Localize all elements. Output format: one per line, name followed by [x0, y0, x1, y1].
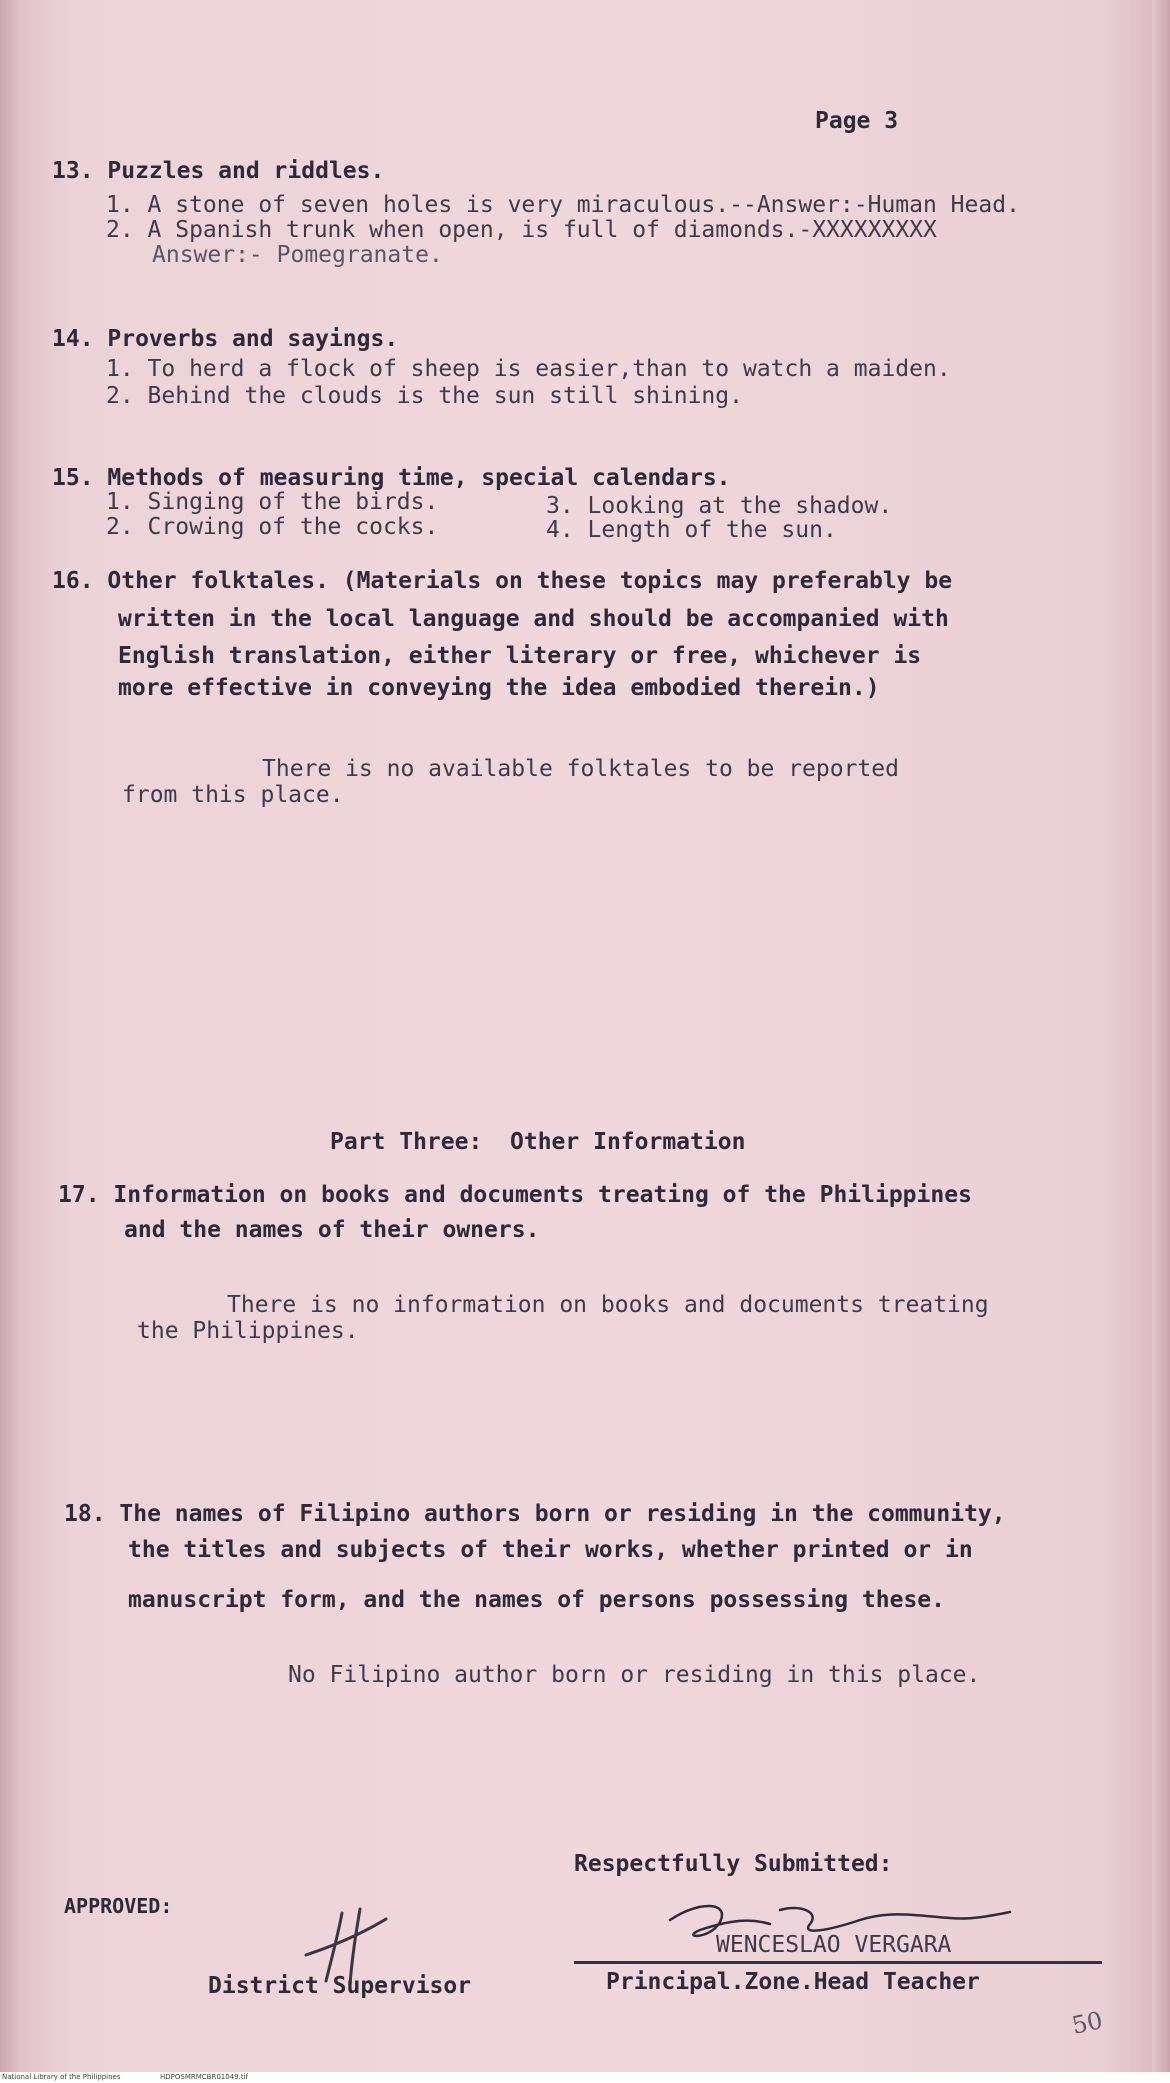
section-18-answer: No Filipino author born or residing in this place. — [288, 1662, 981, 1688]
teacher-title: Principal.Zone.Head Teacher — [606, 1969, 980, 1995]
section-18-line-3: manuscript form, and the names of persons possessing these. — [128, 1587, 945, 1613]
footer-file-id: HDPOSMRMCBR01049.tif — [160, 2073, 248, 2081]
teacher-name: WENCESLAO VERGARA — [716, 1932, 952, 1958]
section-16-answer-1: There is no available folktales to be reported — [262, 756, 899, 782]
section-14-item-1: 1. To herd a flock of sheep is easier,than to watch a maiden. — [106, 356, 951, 382]
respectfully-submitted: Respectfully Submitted: — [574, 1851, 893, 1877]
district-supervisor-label: District Supervisor — [208, 1973, 472, 1999]
section-15-heading: 15. Methods of measuring time, special calendars. — [52, 465, 731, 491]
footer-library: National Library of the Philippines — [2, 2073, 121, 2081]
section-15-item-3: 3. Looking at the shadow. — [546, 493, 893, 519]
section-16-answer-2: from this place. — [122, 782, 344, 808]
section-15-item-4: 4. Length of the sun. — [546, 517, 837, 543]
section-15-item-2: 2. Crowing of the cocks. — [106, 514, 439, 540]
section-14-heading: 14. Proverbs and sayings. — [52, 326, 399, 352]
section-16-line-2: written in the local language and should be accompanied with — [118, 606, 949, 632]
section-14-item-2: 2. Behind the clouds is the sun still shining. — [106, 383, 743, 409]
section-16-line-1: 16. Other folktales. (Materials on these topics may preferably be — [52, 568, 953, 594]
scan-footer — [0, 2072, 1170, 2083]
section-18-line-2: the titles and subjects of their works, whether printed or in — [128, 1537, 973, 1563]
section-16-line-3: English translation, either literary or free, whichever is — [118, 643, 922, 669]
page-number-mark: 50 — [1069, 2006, 1106, 2040]
signature-line — [574, 1961, 1102, 1964]
section-13-item-1: 1. A stone of seven holes is very miraculous.--Answer:-Human Head. — [106, 192, 1020, 218]
section-17-line-1: 17. Information on books and documents treating of the Philippines — [58, 1182, 972, 1208]
section-13-heading: 13. Puzzles and riddles. — [52, 158, 385, 184]
section-13-item-2: 2. A Spanish trunk when open, is full of diamonds.-XXXXXXXXX — [106, 217, 937, 243]
part-three-heading: Part Three: Other Information — [330, 1129, 746, 1155]
page-edge — [1152, 0, 1170, 2072]
section-13-item-2-answer: Answer:- Pomegranate. — [152, 242, 443, 268]
section-16-line-4: more effective in conveying the idea embodied therein.) — [118, 675, 880, 701]
binding-edge — [0, 0, 22, 2072]
approved-label: APPROVED: — [64, 1894, 173, 1918]
section-17-answer-1: There is no information on books and documents treating — [227, 1292, 989, 1318]
section-17-line-2: and the names of their owners. — [124, 1217, 540, 1243]
section-18-line-1: 18. The names of Filipino authors born or residing in the community, — [64, 1501, 1006, 1527]
page-label: Page 3 — [815, 108, 899, 134]
section-17-answer-2: the Philippines. — [137, 1318, 359, 1344]
section-15-item-1: 1. Singing of the birds. — [106, 489, 439, 515]
